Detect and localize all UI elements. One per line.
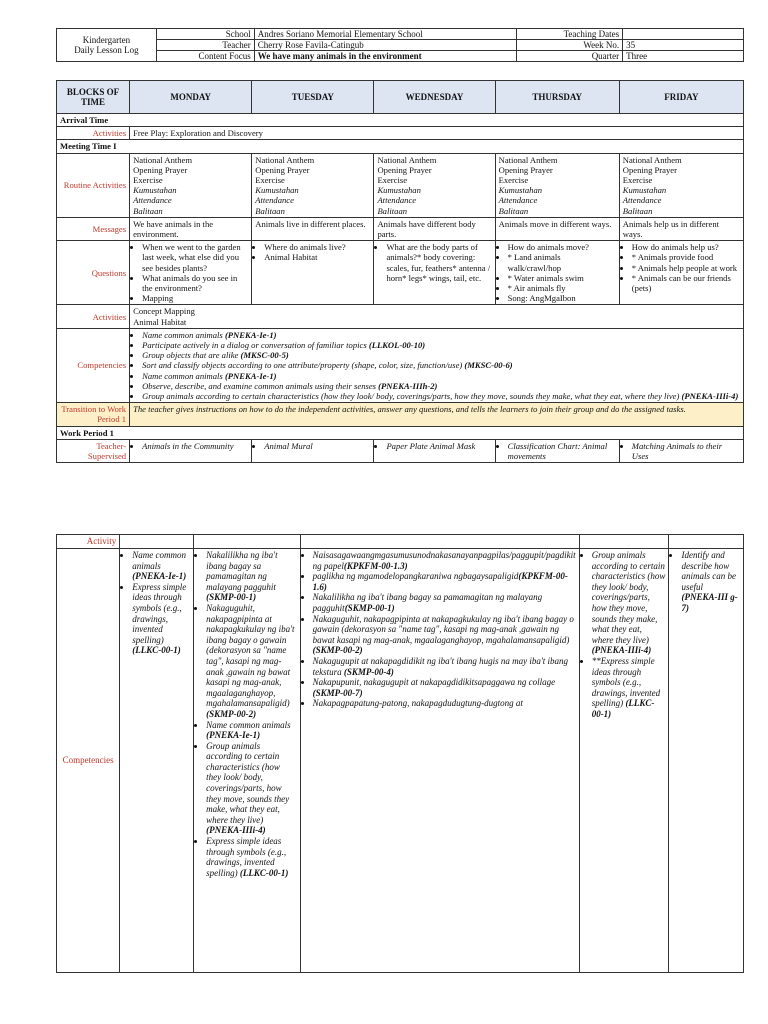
- school-value: Andres Soriano Memorial Elementary School: [254, 29, 517, 40]
- questions-tuesday: [252, 241, 374, 305]
- competency-code: (SKMP-00-1): [344, 602, 395, 613]
- competency-code: (LLKC-00-1): [591, 698, 655, 719]
- monday-competency-list: [123, 550, 190, 656]
- page2-competencies-label: Competencies: [57, 549, 120, 973]
- routine-item: Attendance: [498, 195, 538, 206]
- activity-label: Activity: [57, 535, 120, 549]
- activity-line: Animal Habitat: [133, 316, 187, 327]
- competency-item: • paglikha ng mgamodelopangkaraniwa ngbagaysapaligid(KPKFM-00-1.6): [313, 571, 576, 592]
- meeting-time-heading: Meeting Time I: [57, 140, 744, 153]
- competency-code: (PNEKA-Ie-1): [224, 329, 277, 340]
- routine-item: National Anthem: [498, 154, 558, 165]
- message-wednesday: Animals have different body parts.: [374, 217, 495, 240]
- teacher-value: Cherry Rose Favila-Catingub: [254, 40, 517, 51]
- competency-item: • Nakaguguhit, nakapagpipinta at nakapagkukulay ng iba't ibang bagay o gawain (dekorasyon sa "name tag", kasapi ng mag-anak ,gawain ng bawat kasapi ng mag-anak, mgaalaganghayop, mgahalamansapaligid) (SKMP-00-2): [206, 603, 297, 720]
- page2-table: [56, 534, 744, 973]
- competency-code: (PNEKA-Ie-1): [224, 370, 277, 381]
- competency-item: • Nakapagpapatung-patong, nakapagdudugtung-dugtong at: [313, 698, 576, 709]
- p2-monday: [120, 549, 194, 973]
- routine-item: Balitaan: [133, 205, 163, 216]
- friday-competency-list: [672, 550, 740, 614]
- message-thursday: Animals move in different ways.: [495, 217, 619, 240]
- activity-monday: [120, 535, 194, 549]
- competency-code: (PNEKA-IIIh-2): [378, 380, 438, 391]
- questions-monday: [130, 241, 252, 305]
- quarter-value: Three: [623, 51, 744, 62]
- routine-item: National Anthem: [255, 154, 315, 165]
- work-item: • Animal Mural: [264, 441, 370, 451]
- routine-item: Exercise: [255, 175, 285, 186]
- competency-item: • Name common animals (PNEKA-Ie-1): [132, 550, 190, 582]
- competency-item: • Sort and classify objects according to one attribute/property (shape, color, size, function/use) (MKSC-00-6): [142, 360, 740, 370]
- questions-row: [57, 241, 744, 305]
- teacher-supervised-row: [57, 439, 744, 462]
- routine-item: Opening Prayer: [622, 164, 677, 175]
- questions-wednesday: [374, 241, 495, 305]
- activity-friday: [669, 535, 744, 549]
- routine-monday: [130, 153, 252, 217]
- monday-header: MONDAY: [130, 81, 252, 114]
- competency-code: (MKSC-00-5): [240, 350, 289, 361]
- routine-activities-label: Routine Activities: [57, 153, 130, 217]
- focus-label: Content Focus: [156, 51, 254, 62]
- activities-row: [57, 305, 744, 328]
- competency-item: • Nakapupunit, nakagugupit at nakapagdidikitsapaggawa ng collage (SKMP-00-7): [313, 677, 576, 698]
- quarter-label: Quarter: [517, 51, 623, 62]
- lesson-log-table: [56, 80, 744, 463]
- routine-item: National Anthem: [622, 154, 682, 165]
- questions-thursday: [495, 241, 619, 305]
- competency-code: (PNEKA-IIIi-4): [591, 645, 652, 656]
- messages-label: Messages: [57, 217, 130, 240]
- work-wednesday: [374, 439, 495, 462]
- question-item: • * Land animals walk/crawl/hop: [508, 252, 616, 272]
- competency-item: • Name common animals (PNEKA-Ie-1): [206, 720, 297, 741]
- competency-item: • Group animals according to certain characteristics (how they look/ body, coverings/parts, how they move, sounds they make, what they eat, where they live) (PNEKA-IIIi-4): [206, 741, 297, 836]
- work-period-heading: Work Period 1: [57, 426, 744, 439]
- arrival-time-heading: Arrival Time: [57, 114, 744, 127]
- teacher-supervised-label: Teacher-Supervised: [57, 439, 130, 462]
- teacher-label: Teacher: [156, 40, 254, 51]
- activity-line: Concept Mapping: [133, 306, 195, 317]
- competency-code: (PNEKA-Ie-1): [206, 730, 261, 741]
- competencies-list: [133, 330, 740, 401]
- competency-item: • Group animals according to certain characteristics (how they look/ body, coverings/parts, how they move, sounds they make, what they eat, where they live) (PNEKA-IIIi-4): [592, 550, 666, 656]
- wednesday-header: WEDNESDAY: [374, 81, 495, 114]
- p2-friday: [669, 549, 744, 973]
- message-tuesday: Animals live in different places.: [252, 217, 374, 240]
- routine-item: Opening Prayer: [498, 164, 553, 175]
- routine-item: Exercise: [133, 175, 163, 186]
- routine-item: Opening Prayer: [377, 164, 432, 175]
- routine-item: Kumustahan: [622, 185, 667, 196]
- routine-item: Balitaan: [498, 205, 529, 216]
- routine-item: Attendance: [622, 195, 662, 206]
- competency-item: • Observe, describe, and examine common animals using their senses (PNEKA-IIIh-2): [142, 381, 740, 391]
- competency-item: • Participate actively in a dialog or conversation of familiar topics (LLKOL-00-10): [142, 340, 740, 350]
- question-item: • Song: AngMgaIbon: [508, 293, 616, 303]
- routine-item: Opening Prayer: [133, 164, 188, 175]
- competency-code: (PNEKA-IIIi-4): [681, 391, 739, 402]
- work-thursday: [495, 439, 619, 462]
- routine-item: Balitaan: [377, 205, 408, 216]
- routine-item: Kumustahan: [133, 185, 177, 196]
- routine-item: Attendance: [377, 195, 417, 206]
- routine-item: Exercise: [498, 175, 529, 186]
- competencies-label: Competencies: [57, 328, 130, 402]
- activities-label: Activities: [57, 305, 130, 328]
- question-item: • * Animals can be our friends (pets): [632, 273, 740, 293]
- routine-item: Balitaan: [622, 205, 653, 216]
- competency-item: • Nakagugupit at nakapagdidikit ng iba't ibang hugis na may iba't ibang tekstura (SKMP-00-4): [313, 656, 576, 677]
- routine-item: Kumustahan: [498, 185, 543, 196]
- competency-item: • Nakalilikha ng iba't ibang bagay sa pamamagitan ng malayang pagguhit(SKMP-00-1): [313, 592, 576, 613]
- arrival-activities-label: Activities: [57, 127, 130, 140]
- dll-title: [57, 29, 157, 62]
- p2-tuesday: [194, 549, 301, 973]
- competency-code: (SKMP-00-4): [343, 666, 394, 677]
- p2-wednesday: [300, 549, 579, 973]
- work-friday: [619, 439, 743, 462]
- transition-row: [57, 403, 744, 426]
- routine-item: Exercise: [377, 175, 408, 186]
- friday-header: FRIDAY: [619, 81, 743, 114]
- competency-code: (SKMP-00-2): [206, 708, 257, 719]
- competency-item: • Group objects that are alike (MKSC-00-5): [142, 350, 740, 360]
- routine-item: National Anthem: [377, 154, 437, 165]
- routine-item: Balitaan: [255, 205, 285, 216]
- work-monday: [130, 439, 252, 462]
- message-friday: Animals help us in different ways.: [619, 217, 743, 240]
- activity-wednesday: [300, 535, 579, 549]
- question-item: • How do animals help us?: [632, 242, 740, 252]
- header-table: [56, 28, 744, 62]
- question-item: • Animal Habitat: [264, 252, 370, 262]
- routine-item: National Anthem: [133, 154, 193, 165]
- competency-item: • Naisasagawaangmgasumusunodnakasanayanpagpilas/paggupit/pagdikit ng papel(KPKFM-00-1.3): [313, 550, 576, 571]
- question-item: • What animals do you see in the environment?: [142, 273, 248, 293]
- activities-text: [130, 305, 744, 328]
- competency-item: • Group animals according to certain characteristics (how they look/ body, coverings/parts, how they move, sounds they make, what they eat, where they live) (PNEKA-IIIi-4): [142, 391, 740, 401]
- routine-tuesday: [252, 153, 374, 217]
- week-value: 35: [623, 40, 744, 51]
- question-item: • * Animals help people at work: [632, 263, 740, 273]
- competency-code: (PNEKA-Ie-1): [132, 571, 187, 582]
- competency-code: (PNEKA-III g-7): [681, 592, 738, 613]
- routine-item: Exercise: [622, 175, 653, 186]
- question-item: • Mapping: [142, 293, 248, 303]
- questions-friday: [619, 241, 743, 305]
- days-header-row: [57, 81, 744, 114]
- competency-code: (LLKOL-00-10): [368, 340, 426, 351]
- transition-text: The teacher gives instructions on how to do the independent activities, answer any questions, and tells the learners to join their group and do the assigned tasks.: [130, 403, 744, 426]
- title-line-1: Kindergarten: [82, 35, 131, 45]
- work-item: • Matching Animals to their Uses: [632, 441, 740, 461]
- messages-row: [57, 217, 744, 240]
- routine-item: Attendance: [255, 195, 294, 206]
- work-item: • Animals in the Community: [142, 441, 248, 451]
- competency-code: (SKMP-00-1): [206, 592, 257, 603]
- work-item: • Paper Plate Animal Mask: [386, 441, 491, 451]
- work-tuesday: [252, 439, 374, 462]
- routine-thursday: [495, 153, 619, 217]
- dates-label: Teaching Dates: [517, 29, 623, 40]
- thursday-competency-list: [583, 550, 666, 720]
- question-item: • * Air animals fly: [508, 283, 616, 293]
- competency-code: (MKSC-00-6): [464, 360, 513, 371]
- competency-code: (LLKC-00-1): [132, 645, 181, 656]
- transition-label: Transition to Work Period 1: [57, 403, 130, 426]
- routine-wednesday: [374, 153, 495, 217]
- competencies-row: [57, 328, 744, 402]
- competencies-list-cell: [130, 328, 744, 402]
- competency-item: • Express simple ideas through symbols (e.g., drawings, invented spelling) (LLKC-00-1): [132, 582, 190, 656]
- routine-friday: [619, 153, 743, 217]
- question-item: • How do animals move?: [508, 242, 616, 252]
- week-label: Week No.: [517, 40, 623, 51]
- questions-label: Questions: [57, 241, 130, 305]
- competency-code: (LLKC-00-1): [239, 867, 289, 878]
- competency-item: • Express simple ideas through symbols (e.g., drawings, invented spelling) (LLKC-00-1): [206, 836, 297, 878]
- activity-thursday: [579, 535, 669, 549]
- blocks-of-time-header: BLOCKS OF TIME: [57, 81, 130, 114]
- question-item: • When we went to the garden last week, what else did you see besides plants?: [142, 242, 248, 273]
- title-line-2: Daily Lesson Log: [74, 45, 139, 55]
- p2-thursday: [579, 549, 669, 973]
- competency-code: (SKMP-00-7): [312, 687, 363, 698]
- dates-value: [623, 29, 744, 40]
- competency-item: • Nakalilikha ng iba't ibang bagay sa pamamagitan ng malayang pagguhit (SKMP-00-1): [206, 550, 297, 603]
- activity-tuesday: [194, 535, 301, 549]
- wednesday-competency-list: [304, 550, 576, 709]
- school-label: School: [156, 29, 254, 40]
- question-item: • Where do animals live?: [264, 242, 370, 252]
- question-item: • What are the body parts of animals?* body covering: scales, fur, feathers* antenna / horn* legs* wings, tail, etc.: [386, 242, 491, 283]
- competency-code: (KPKFM-00-1.3): [343, 560, 408, 571]
- routine-item: Kumustahan: [255, 185, 299, 196]
- routine-item: Opening Prayer: [255, 164, 310, 175]
- work-item: • Classification Chart: Animal movements: [508, 441, 616, 461]
- question-item: • * Water animals swim: [508, 273, 616, 283]
- routine-row: [57, 153, 744, 217]
- competency-item: • Name common animals (PNEKA-Ie-1): [142, 330, 740, 340]
- competency-item: • Nakaguguhit, nakapagpipinta at nakapagkukulay ng iba't ibang bagay o gawain (dekorasyon sa "name tag", kasapi ng mag-anak ,gawain ng bawat kasapi ng mag-anak, mgaalaganghayop, mgahalamansapaligid) (SKMP-00-2): [313, 614, 576, 656]
- competency-code: (KPKFM-00-1.6): [312, 571, 568, 592]
- message-monday: We have animals in the environment.: [130, 217, 252, 240]
- tuesday-header: TUESDAY: [252, 81, 374, 114]
- competency-item: • Identify and describe how animals can be useful (PNEKA-III g-7): [681, 550, 740, 614]
- competency-item: • Name common animals (PNEKA-Ie-1): [142, 371, 740, 381]
- arrival-activities-text: Free Play: Exploration and Discovery: [130, 127, 744, 140]
- focus-value: We have many animals in the environment: [254, 51, 517, 62]
- question-item: • * Animals provide food: [632, 252, 740, 262]
- routine-item: Attendance: [133, 195, 172, 206]
- competency-code: (PNEKA-IIIi-4): [206, 825, 266, 836]
- tuesday-competency-list: [197, 550, 297, 878]
- competency-code: (SKMP-00-2): [312, 645, 363, 656]
- thursday-header: THURSDAY: [495, 81, 619, 114]
- routine-item: Kumustahan: [377, 185, 421, 196]
- competency-item: • **Express simple ideas through symbols (e.g., drawings, invented spelling) (LLKC-00-1): [592, 656, 666, 720]
